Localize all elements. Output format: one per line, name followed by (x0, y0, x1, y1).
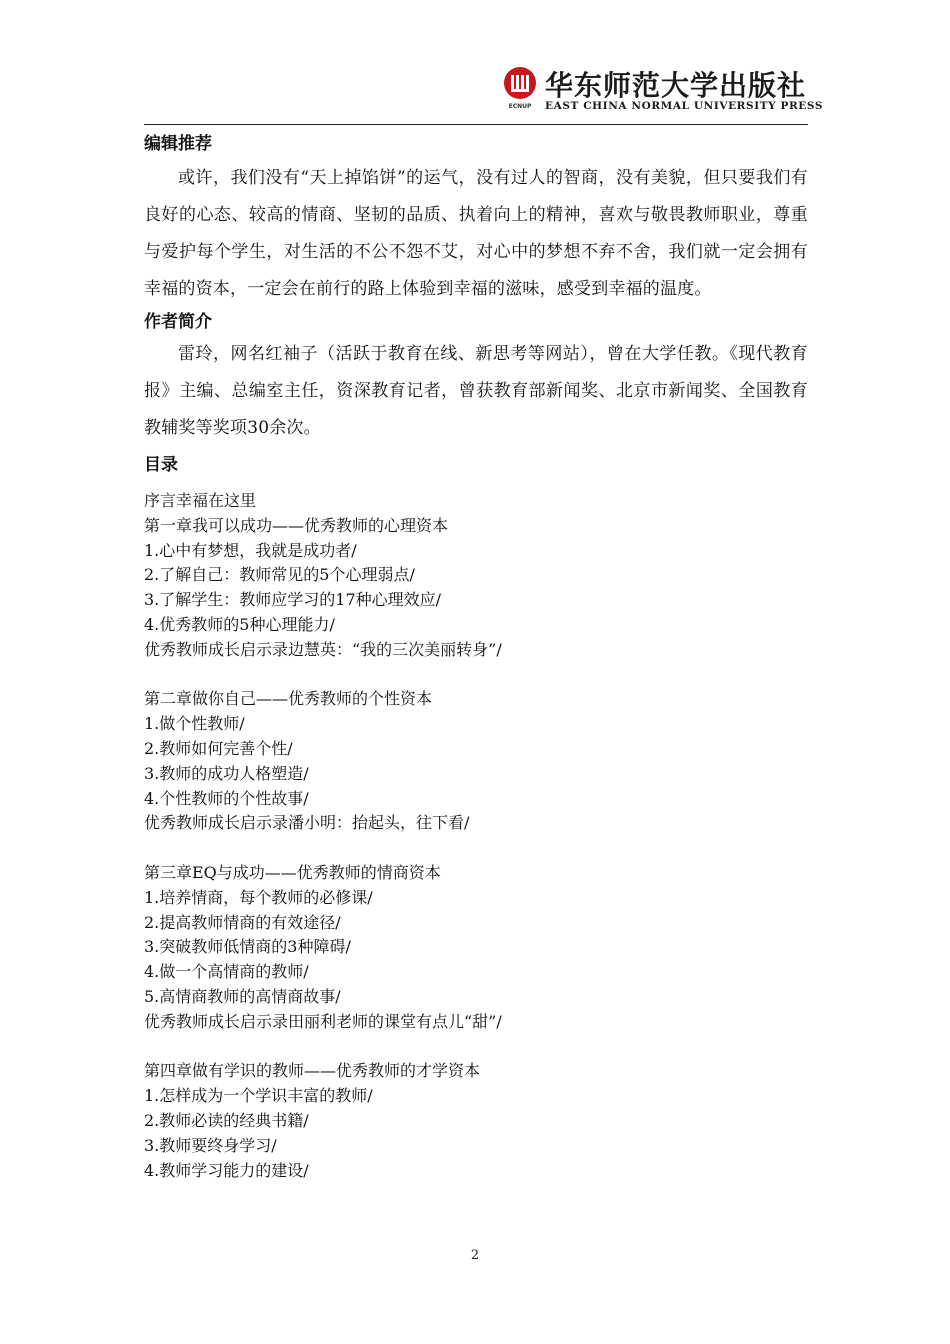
header-divider (144, 124, 808, 125)
author-text: 雷玲，网名红袖子（活跃于教育在线、新思考等网站），曾在大学任教。《现代教育报》主编、总编室主任，资深教育记者，曾获教育部新闻奖、北京市新闻奖、全国教育教辅奖等奖项30余次。 (144, 344, 808, 438)
toc-item: 2.教师必读的经典书籍/ (144, 1110, 309, 1130)
press-name-en: EAST CHINA NORMAL UNIVERSITY PRESS (545, 100, 824, 112)
recommendation-heading: 编辑推荐 (144, 134, 212, 154)
page-header (0, 0, 950, 128)
toc-spacer (144, 836, 808, 861)
toc-item: 5.高情商教师的高情商故事/ (144, 986, 341, 1006)
toc-chapter-title: 第二章做你自己——优秀教师的个性资本 (144, 689, 433, 709)
document-body (144, 130, 808, 1183)
toc-item: 2.了解自己：教师常见的5个心理弱点/ (144, 565, 415, 585)
toc-item: 1.做个性教师/ (144, 714, 245, 734)
toc-item: 3.教师要终身学习/ (144, 1135, 277, 1155)
toc-preface: 序言幸福在这里 (144, 491, 257, 510)
recommendation-text: 或许，我们没有“天上掉馅饼”的运气，没有过人的智商，没有美貌，但只要我们有良好的心态、较高的情商、坚韧的品质、执着向上的精神，喜欢与敬畏教师职业，尊重与爱护每个学生，对生活的不公不怨不艾，对心中的梦想不弃不舍，我们就一定会拥有幸福的资本，一定会在前行的路上体验到幸福的滋味，感受到幸福的温度。 (144, 168, 808, 299)
toc-chapter-title: 第一章我可以成功——优秀教师的心理资本 (144, 515, 449, 535)
toc-item: 1.怎样成为一个学识丰富的教师/ (144, 1086, 373, 1106)
toc-item: 3.了解学生：教师应学习的17种心理效应/ (144, 590, 442, 610)
toc-item: 2.提高教师情商的有效途径/ (144, 912, 341, 932)
toc-item: 4.优秀教师的5种心理能力/ (144, 614, 335, 634)
toc-item: 3.教师的成功人格塑造/ (144, 763, 309, 783)
ecnup-logo-icon (503, 66, 537, 100)
toc-spacer (144, 663, 808, 688)
table-of-contents (144, 489, 808, 1183)
toc-item: 优秀教师成长启示录边慧英：“我的三次美丽转身”/ (144, 639, 502, 659)
toc-item: 优秀教师成长启示录田丽利老师的课堂有点儿“甜”/ (144, 1011, 502, 1031)
toc-spacer (144, 1035, 808, 1060)
logo-caption: ECNUP (508, 103, 532, 110)
toc-item: 3.突破教师低情商的3种障碍/ (144, 937, 351, 957)
toc-item: 优秀教师成长启示录潘小明：抬起头，往下看/ (144, 813, 470, 833)
toc-item: 2.教师如何完善个性/ (144, 738, 293, 758)
author-heading: 作者简介 (144, 312, 212, 332)
toc-chapter-title: 第四章做有学识的教师——优秀教师的才学资本 (144, 1061, 481, 1081)
toc-heading: 目录 (144, 455, 178, 475)
toc-item: 1.培养情商，每个教师的必修课/ (144, 887, 373, 907)
toc-item: 4.做一个高情商的教师/ (144, 962, 309, 982)
toc-item: 1.心中有梦想，我就是成功者/ (144, 540, 357, 560)
toc-item: 4.个性教师的个性故事/ (144, 788, 309, 808)
press-name-cn: 华东师范大学出版社 (545, 69, 807, 102)
toc-item: 4.教师学习能力的建设/ (144, 1160, 309, 1180)
page-number: 2 (470, 1248, 480, 1263)
toc-chapter-title: 第三章EQ与成功——优秀教师的情商资本 (144, 862, 441, 882)
